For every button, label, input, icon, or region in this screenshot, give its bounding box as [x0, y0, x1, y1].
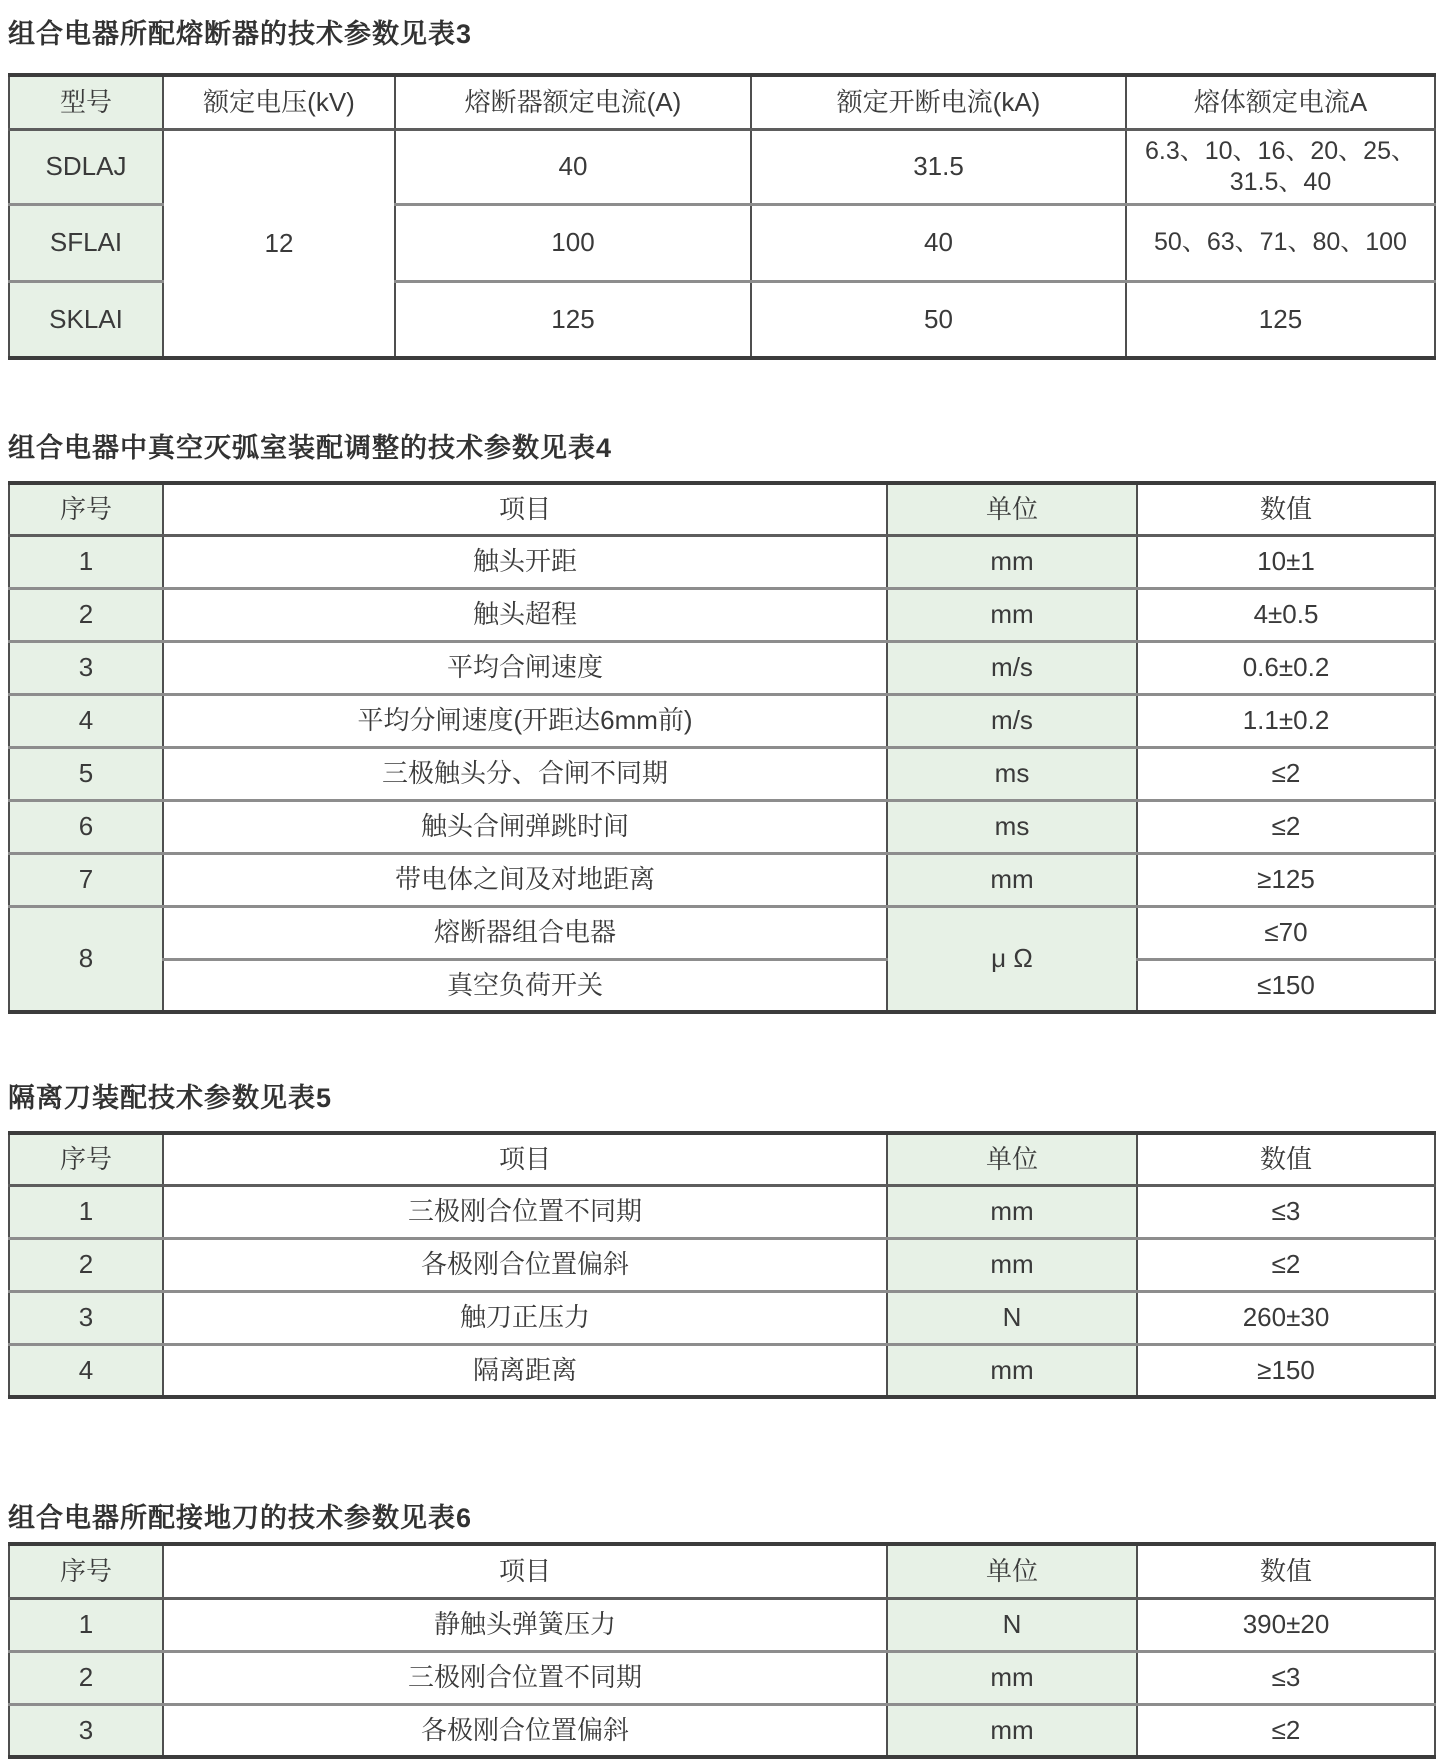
- table-cell: mm: [887, 1651, 1137, 1704]
- table-row: [9, 129, 1435, 204]
- table-cell: N: [887, 1291, 1137, 1344]
- column-header: 熔体额定电流A: [1126, 75, 1435, 129]
- isolating-knife-params-table: [8, 1131, 1436, 1399]
- table-cell: 0.6±0.2: [1137, 641, 1435, 694]
- table-cell: mm: [887, 588, 1137, 641]
- table-cell: 1: [9, 535, 163, 588]
- fuse-params-table: [8, 73, 1436, 360]
- table-cell: 平均合闸速度: [163, 641, 887, 694]
- table-header-row: [9, 483, 1435, 535]
- column-header: 型号: [9, 75, 163, 129]
- table-cell: SDLAJ: [9, 129, 163, 204]
- table-cell: 7: [9, 853, 163, 906]
- table-cell: 10±1: [1137, 535, 1435, 588]
- table-cell: 触刀正压力: [163, 1291, 887, 1344]
- table-row: [9, 1598, 1435, 1651]
- table-cell: 31.5: [751, 129, 1126, 204]
- table-row: [9, 1344, 1435, 1397]
- table-cell: ≤70: [1137, 906, 1435, 959]
- table-cell: ms: [887, 800, 1137, 853]
- table-cell: 6.3、10、16、20、25、31.5、40: [1126, 129, 1435, 204]
- table-row: [9, 694, 1435, 747]
- table-cell: 100: [395, 204, 751, 281]
- column-header: 项目: [163, 1133, 887, 1185]
- table-row: [9, 906, 1435, 959]
- table-cell: 3: [9, 1704, 163, 1757]
- table3-title: 组合电器所配熔断器的技术参数见表3: [8, 19, 473, 49]
- table-cell: ≤2: [1137, 1238, 1435, 1291]
- table-cell: ≥150: [1137, 1344, 1435, 1397]
- table-row: [9, 588, 1435, 641]
- table-cell: 50、63、71、80、100: [1126, 204, 1435, 281]
- table-cell: mm: [887, 1344, 1137, 1397]
- table-cell: 390±20: [1137, 1598, 1435, 1651]
- column-header: 项目: [163, 1544, 887, 1598]
- table-cell: ≤2: [1137, 800, 1435, 853]
- column-header: 数值: [1137, 1133, 1435, 1185]
- table-cell: 260±30: [1137, 1291, 1435, 1344]
- table-row: [9, 1704, 1435, 1757]
- table-cell: 各极刚合位置偏斜: [163, 1704, 887, 1757]
- table-cell: SFLAI: [9, 204, 163, 281]
- table-cell: 1: [9, 1598, 163, 1651]
- column-header: 单位: [887, 1544, 1137, 1598]
- vacuum-interrupter-params-table: [8, 481, 1436, 1014]
- table-cell: 6: [9, 800, 163, 853]
- table-cell: SKLAI: [9, 281, 163, 358]
- column-header: 额定开断电流(kA): [751, 75, 1126, 129]
- column-header: 数值: [1137, 483, 1435, 535]
- table-row: [9, 747, 1435, 800]
- table-cell: ≤3: [1137, 1185, 1435, 1238]
- table-cell: 4: [9, 1344, 163, 1397]
- table4-title: 组合电器中真空灭弧室装配调整的技术参数见表4: [8, 433, 613, 463]
- table-cell: 4±0.5: [1137, 588, 1435, 641]
- column-header: 单位: [887, 483, 1137, 535]
- table-cell: 1.1±0.2: [1137, 694, 1435, 747]
- table-cell: ≤2: [1137, 1704, 1435, 1757]
- table-cell: 触头合闸弹跳时间: [163, 800, 887, 853]
- table-row: [9, 535, 1435, 588]
- table-cell: 5: [9, 747, 163, 800]
- table-cell: 125: [1126, 281, 1435, 358]
- table-cell: mm: [887, 1238, 1137, 1291]
- table-cell: μ Ω: [887, 906, 1137, 1012]
- table-cell: 8: [9, 906, 163, 1012]
- table-cell: N: [887, 1598, 1137, 1651]
- table-cell: ≤2: [1137, 747, 1435, 800]
- table-cell: m/s: [887, 641, 1137, 694]
- table-row: [9, 853, 1435, 906]
- column-header: 数值: [1137, 1544, 1435, 1598]
- table-header-row: [9, 1133, 1435, 1185]
- table-cell: 125: [395, 281, 751, 358]
- earthing-knife-params-table: [8, 1542, 1436, 1759]
- table-cell: 2: [9, 588, 163, 641]
- table-cell: 三极触头分、合闸不同期: [163, 747, 887, 800]
- column-header: 额定电压(kV): [163, 75, 395, 129]
- table-cell: 40: [751, 204, 1126, 281]
- table-row: [9, 641, 1435, 694]
- table-row: [9, 1238, 1435, 1291]
- table-cell: 带电体之间及对地距离: [163, 853, 887, 906]
- table-cell: 隔离距离: [163, 1344, 887, 1397]
- table-cell: ≤150: [1137, 959, 1435, 1012]
- table-header-row: [9, 75, 1435, 129]
- table-cell: mm: [887, 853, 1137, 906]
- column-header: 序号: [9, 483, 163, 535]
- column-header: 项目: [163, 483, 887, 535]
- table-cell: 三极刚合位置不同期: [163, 1185, 887, 1238]
- table-cell: m/s: [887, 694, 1137, 747]
- table-cell: mm: [887, 1704, 1137, 1757]
- column-header: 序号: [9, 1133, 163, 1185]
- table-header-row: [9, 1544, 1435, 1598]
- table-cell: 12: [163, 129, 395, 358]
- table-cell: 50: [751, 281, 1126, 358]
- table-cell: 4: [9, 694, 163, 747]
- table-row: [9, 1291, 1435, 1344]
- table-cell: 三极刚合位置不同期: [163, 1651, 887, 1704]
- column-header: 单位: [887, 1133, 1137, 1185]
- table-row: [9, 800, 1435, 853]
- table-cell: ms: [887, 747, 1137, 800]
- table-row: [9, 959, 1435, 1012]
- table-cell: 触头开距: [163, 535, 887, 588]
- table-row: [9, 1185, 1435, 1238]
- table-cell: 1: [9, 1185, 163, 1238]
- column-header: 熔断器额定电流(A): [395, 75, 751, 129]
- table-cell: 平均分闸速度(开距达6mm前): [163, 694, 887, 747]
- column-header: 序号: [9, 1544, 163, 1598]
- table5-title: 隔离刀装配技术参数见表5: [8, 1083, 333, 1113]
- table6-title: 组合电器所配接地刀的技术参数见表6: [8, 1503, 473, 1533]
- table-cell: 静触头弹簧压力: [163, 1598, 887, 1651]
- table-cell: mm: [887, 1185, 1137, 1238]
- table-row: [9, 1651, 1435, 1704]
- table-cell: 3: [9, 1291, 163, 1344]
- table-cell: 2: [9, 1238, 163, 1291]
- table-cell: ≤3: [1137, 1651, 1435, 1704]
- table-cell: 真空负荷开关: [163, 959, 887, 1012]
- table-cell: 3: [9, 641, 163, 694]
- table-cell: 各极刚合位置偏斜: [163, 1238, 887, 1291]
- table-cell: mm: [887, 535, 1137, 588]
- table-cell: ≥125: [1137, 853, 1435, 906]
- table-cell: 2: [9, 1651, 163, 1704]
- table-cell: 触头超程: [163, 588, 887, 641]
- table-cell: 40: [395, 129, 751, 204]
- table-cell: 熔断器组合电器: [163, 906, 887, 959]
